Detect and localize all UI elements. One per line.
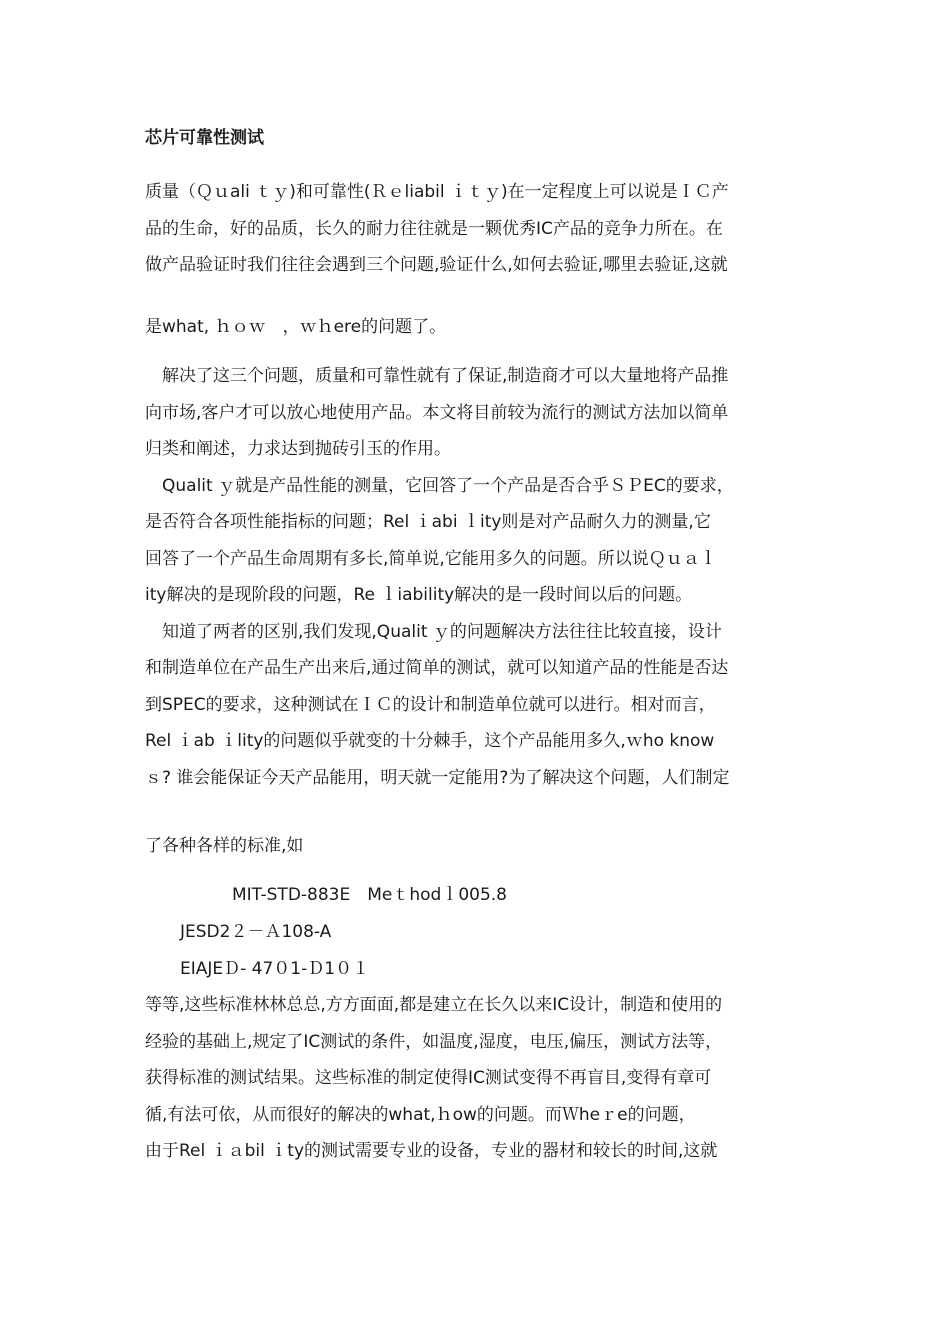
paragraph-intro [145,174,810,284]
text-line: 是否符合各项性能指标的问题；Rel ｉabi ｌity则是对产品耐久力的测量,它 [145,512,711,532]
text-line: 循,有法可依，从而很好的解决的what,ｈow的问题。而Ｗheｒe的问题， [145,1104,696,1125]
text-line: Qualit ｙ就是产品性能的测量，它回答了一个产品是否合乎ＳＰEC的要求， [145,475,734,496]
text-line: ity解决的是现阶段的问题，Re ｌiability解决的是一段时间以后的问题。 [145,585,693,605]
text-line: 到SPEC的要求，这种测试在ＩＣ的设计和制造单位就可以进行。相对而言， [145,694,716,715]
text-line: 回答了一个产品生命周期有多长,简单说,它能用多久的问题。所以说Ｑｕａｌ [145,548,717,569]
standard-item: MIT-STD-883E Meｔhodｌ005.8 [232,885,507,905]
text-line: 解决了这三个问题，质量和可靠性就有了保证,制造商才可以大量地将产品推 [145,366,729,386]
text-line: 等等,这些标准林林总总,方方面面,都是建立在长久以来IC设计，制造和使用的 [145,995,723,1015]
text-line: 是what, ｈｏｗ ，ｗｈere的问题了。 [145,317,447,337]
text-line: ｓ? 谁会能保证今天产品能用，明天就一定能用?为了解决这个问题，人们制定 [145,767,730,788]
text-line: 经验的基础上,规定了IC测试的条件，如温度,湿度，电压,偏压，测试方法等， [145,1031,723,1052]
text-line: Rel ｉab ｉlity的问题似乎就变的十分棘手，这个产品能用多久,ｗho know [145,731,715,751]
text-line: 了各种各样的标准,如 [145,836,304,856]
text-line: 向市场,客户才可以放心地使用产品。本文将目前较为流行的测试方法加以简单 [145,402,729,423]
text-line: 获得标准的测试结果。这些标准的制定使得IC测试变得不再盲目,变得有章可 [145,1068,712,1088]
standard-item: EIAJEＤ- 47０1-Ｄ1０１ [180,959,370,979]
paragraph-standards-intro [145,828,810,865]
text-line: 品的生命，好的品质，长久的耐力往往就是一颗优秀IC产品的竞争力所在。在 [145,218,723,239]
paragraph-conclusion [145,987,810,1170]
text-line: 质量（Ｑｕali ｔｙ)和可靠性(Ｒｅliabil ｉｔｙ)在一定程度上可以说是ＩＣ产 [145,182,729,202]
paragraph-body [145,358,810,796]
text-line: 和制造单位在产品生产出来后,通过简单的测试，就可以知道产品的性能是否达 [145,658,729,678]
text-line: 做产品验证时我们往往会遇到三个问题,验证什么,如何去验证,哪里去验证,这就 [145,255,728,275]
standard-item: JESD2２－Ａ108-A [180,922,332,942]
text-line: 归类和阐述，力求达到抛砖引玉的作用。 [145,439,451,459]
text-line: 知道了两者的区别,我们发现,Qualit ｙ的问题解决方法往往比较直接，设计 [145,621,722,642]
paragraph-intro-end [145,309,810,346]
text-line: 由于Rel ｉａbil ｉty的测试需要专业的设备，专业的器材和较长的时间,这就 [145,1141,718,1161]
document-title: 芯片可靠性测试 [145,128,264,148]
